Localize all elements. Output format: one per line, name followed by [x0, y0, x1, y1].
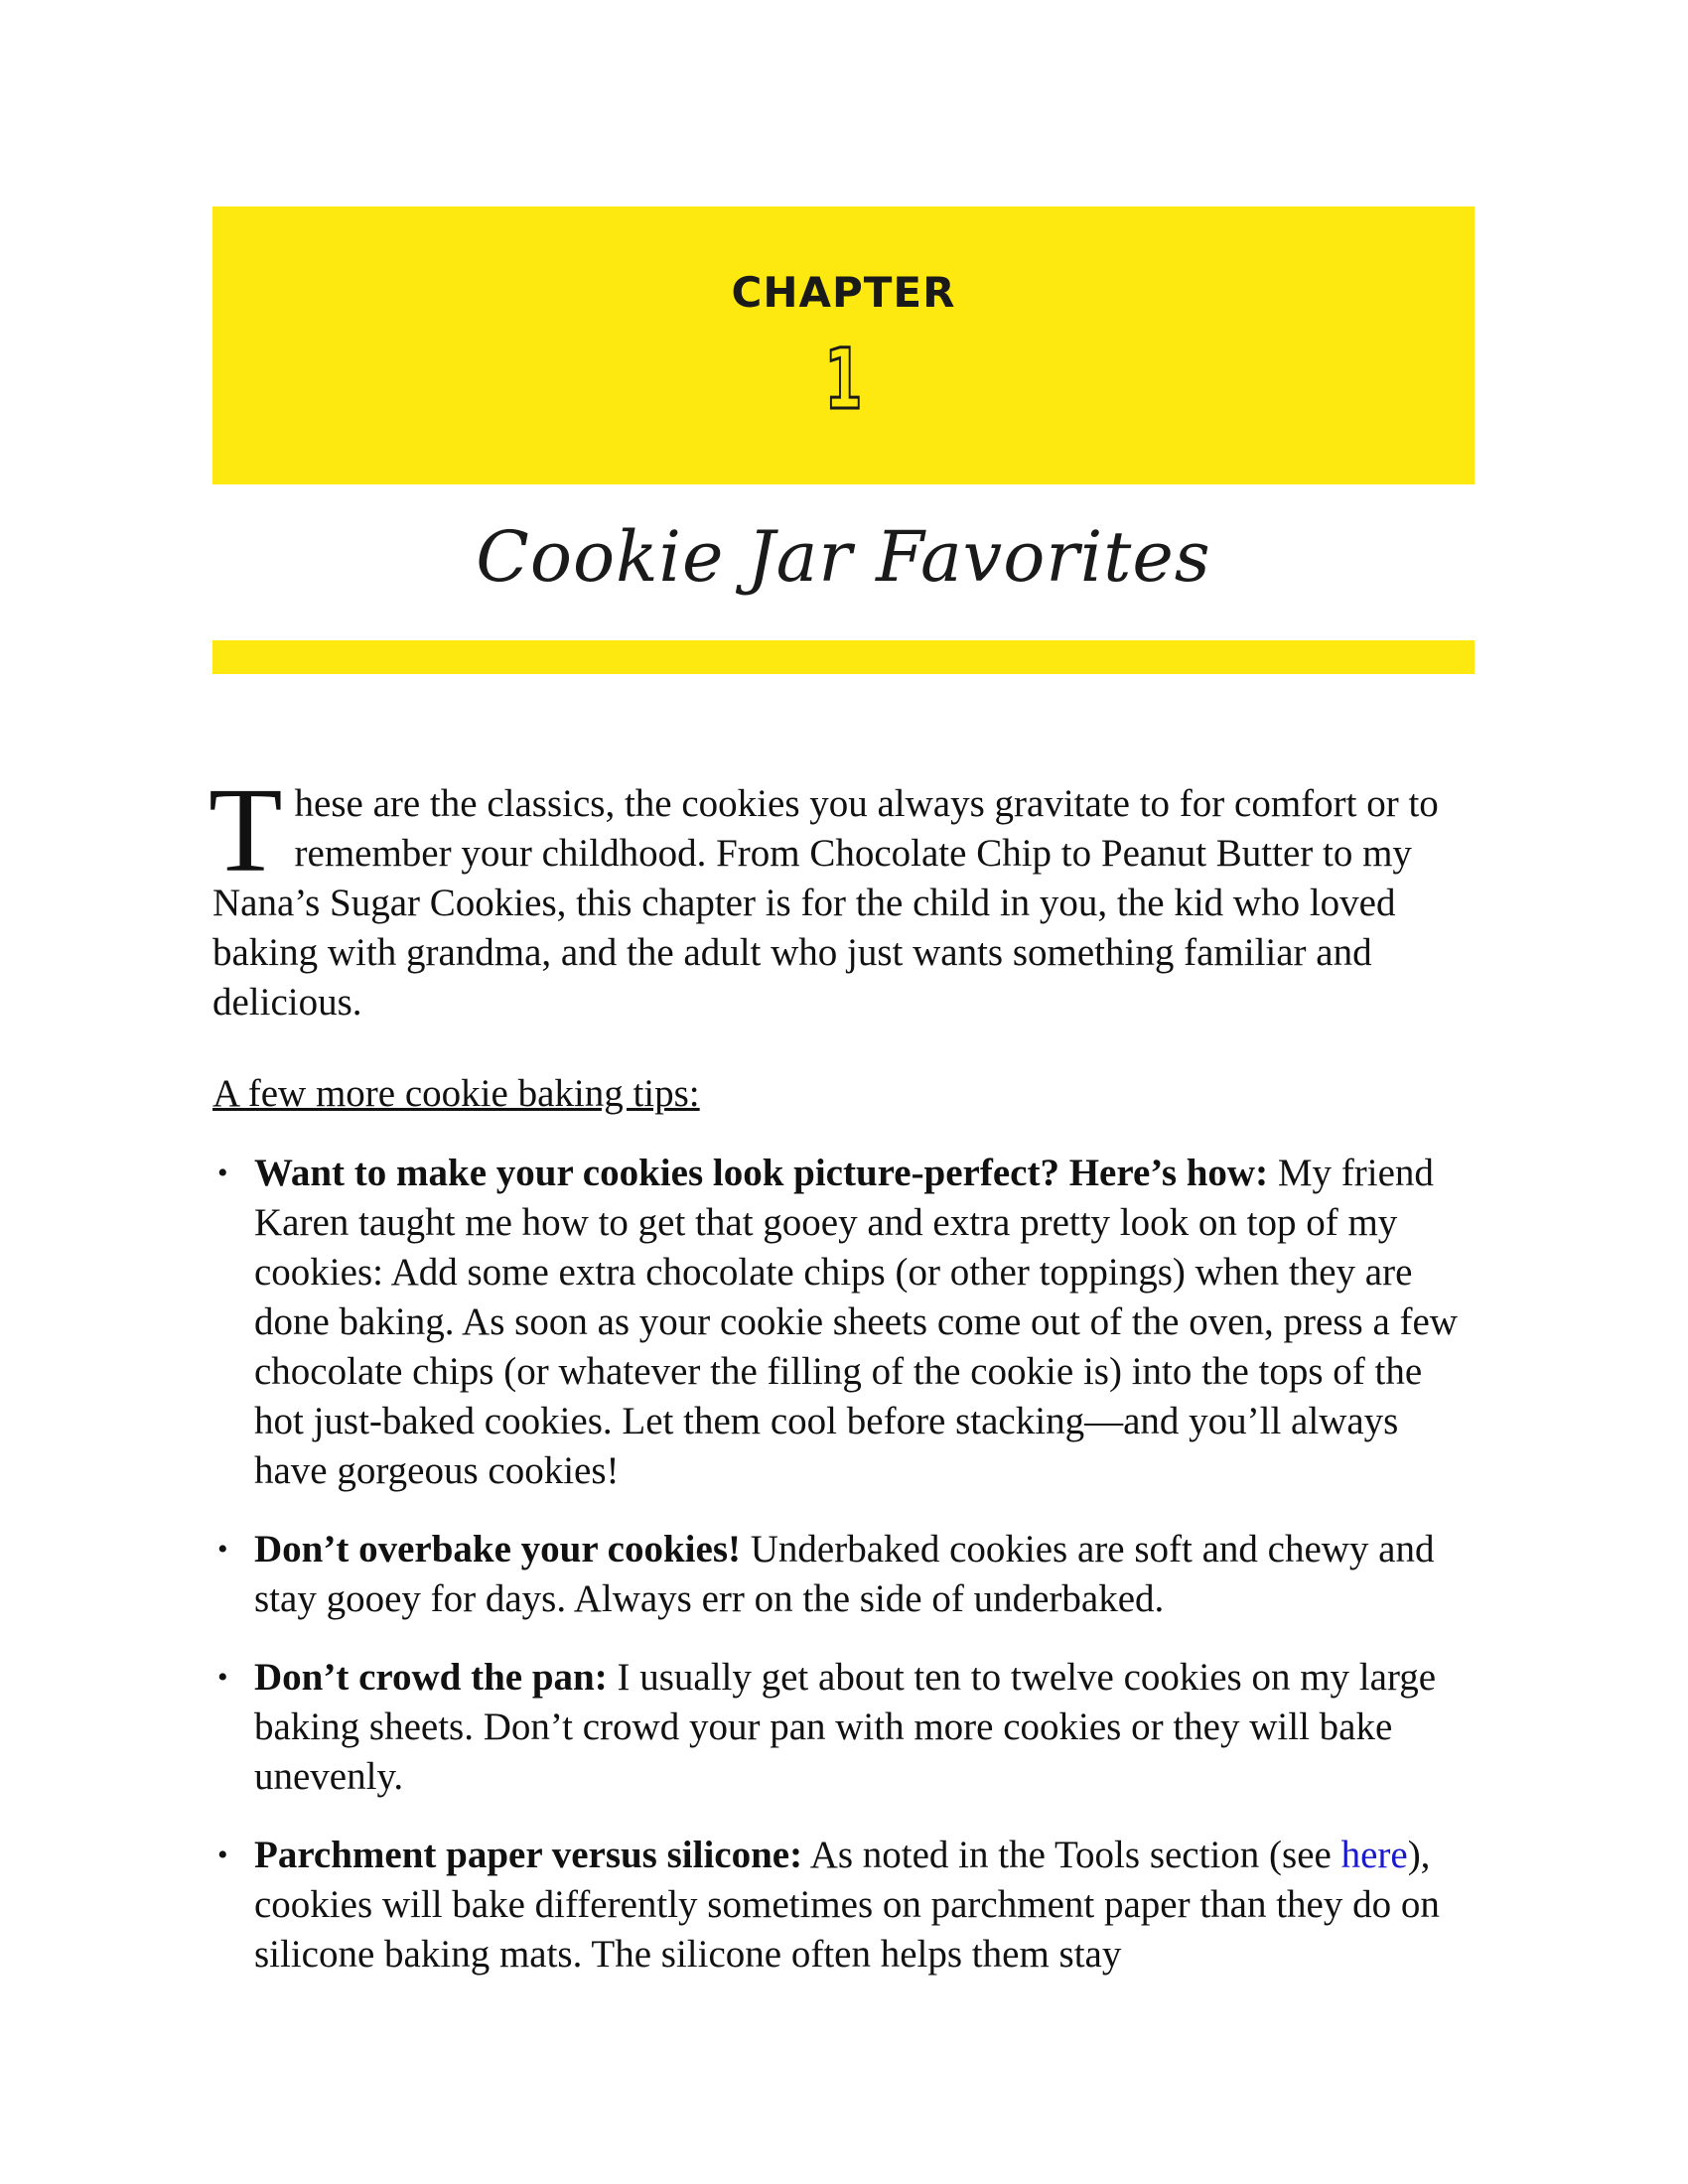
tips-list	[212, 1149, 1478, 1979]
tip-title: Want to make your cookies look picture-perfect? Here’s how:	[254, 1152, 1269, 1194]
tips-heading: A few more cookie baking tips:	[212, 1072, 700, 1115]
tip-title: Don’t crowd the pan:	[254, 1656, 608, 1699]
tip-title: Parchment paper versus silicone:	[254, 1834, 803, 1876]
chapter-body	[209, 740, 1478, 2008]
tip-body: I usually get about ten to twelve cookies on my large baking sheets. Don’t crowd your pan with more cookies or they will bake unevenly.	[254, 1656, 1437, 1798]
tip-title: Don’t overbake your cookies!	[254, 1528, 741, 1570]
intro-paragraph	[209, 740, 1478, 1027]
tip-item	[212, 1831, 1478, 1979]
tip-item	[212, 1525, 1478, 1624]
chapter-number: 1	[824, 331, 863, 428]
tip-body: Underbaked cookies are soft and chewy and stay gooey for days. Always err on the side of underbaked.	[254, 1528, 1435, 1620]
tip-body: My friend Karen taught me how to get that gooey and extra pretty look on top of my cookies: Add some extra chocolate chips (or other toppings) when they are done baking. As soon as your cookie sheets come out of the oven, press a few chocolate chips (or whatever the filling of the cookie is) into the tops of the hot just-baked cookies. Let them cool before stacking—and you’ll always have gorgeous cookies!	[254, 1152, 1458, 1492]
bullet-icon: •	[217, 1839, 228, 1871]
bullet-icon: •	[217, 1157, 228, 1189]
tools-section-link[interactable]: here	[1340, 1834, 1408, 1876]
drop-cap: T	[209, 763, 283, 897]
chapter-title: Cookie Jar Favorites	[476, 516, 1211, 598]
tip-item	[212, 1149, 1478, 1496]
title-divider	[212, 640, 1475, 674]
tip-item	[212, 1653, 1478, 1802]
bullet-icon: •	[217, 1661, 228, 1694]
tip-body-continued: ), cookies will bake differently sometimes on parchment paper than they do on silicone baking mats. The silicone often helps them stay	[254, 1834, 1440, 1976]
tip-body: As noted in the Tools section (see	[802, 1834, 1341, 1876]
chapter-label: CHAPTER	[731, 268, 956, 317]
bullet-icon: •	[217, 1533, 228, 1566]
intro-text: hese are the classics, the cookies you always gravitate to for comfort or to remember your childhood. From Chocolate Chip to Peanut Butter to my Nana’s Sugar Cookies, this chapter is for the child in you, the kid who loved baking with grandma, and the adult who just wants something familiar and delicious.	[212, 782, 1439, 1024]
chapter-banner	[212, 206, 1475, 484]
